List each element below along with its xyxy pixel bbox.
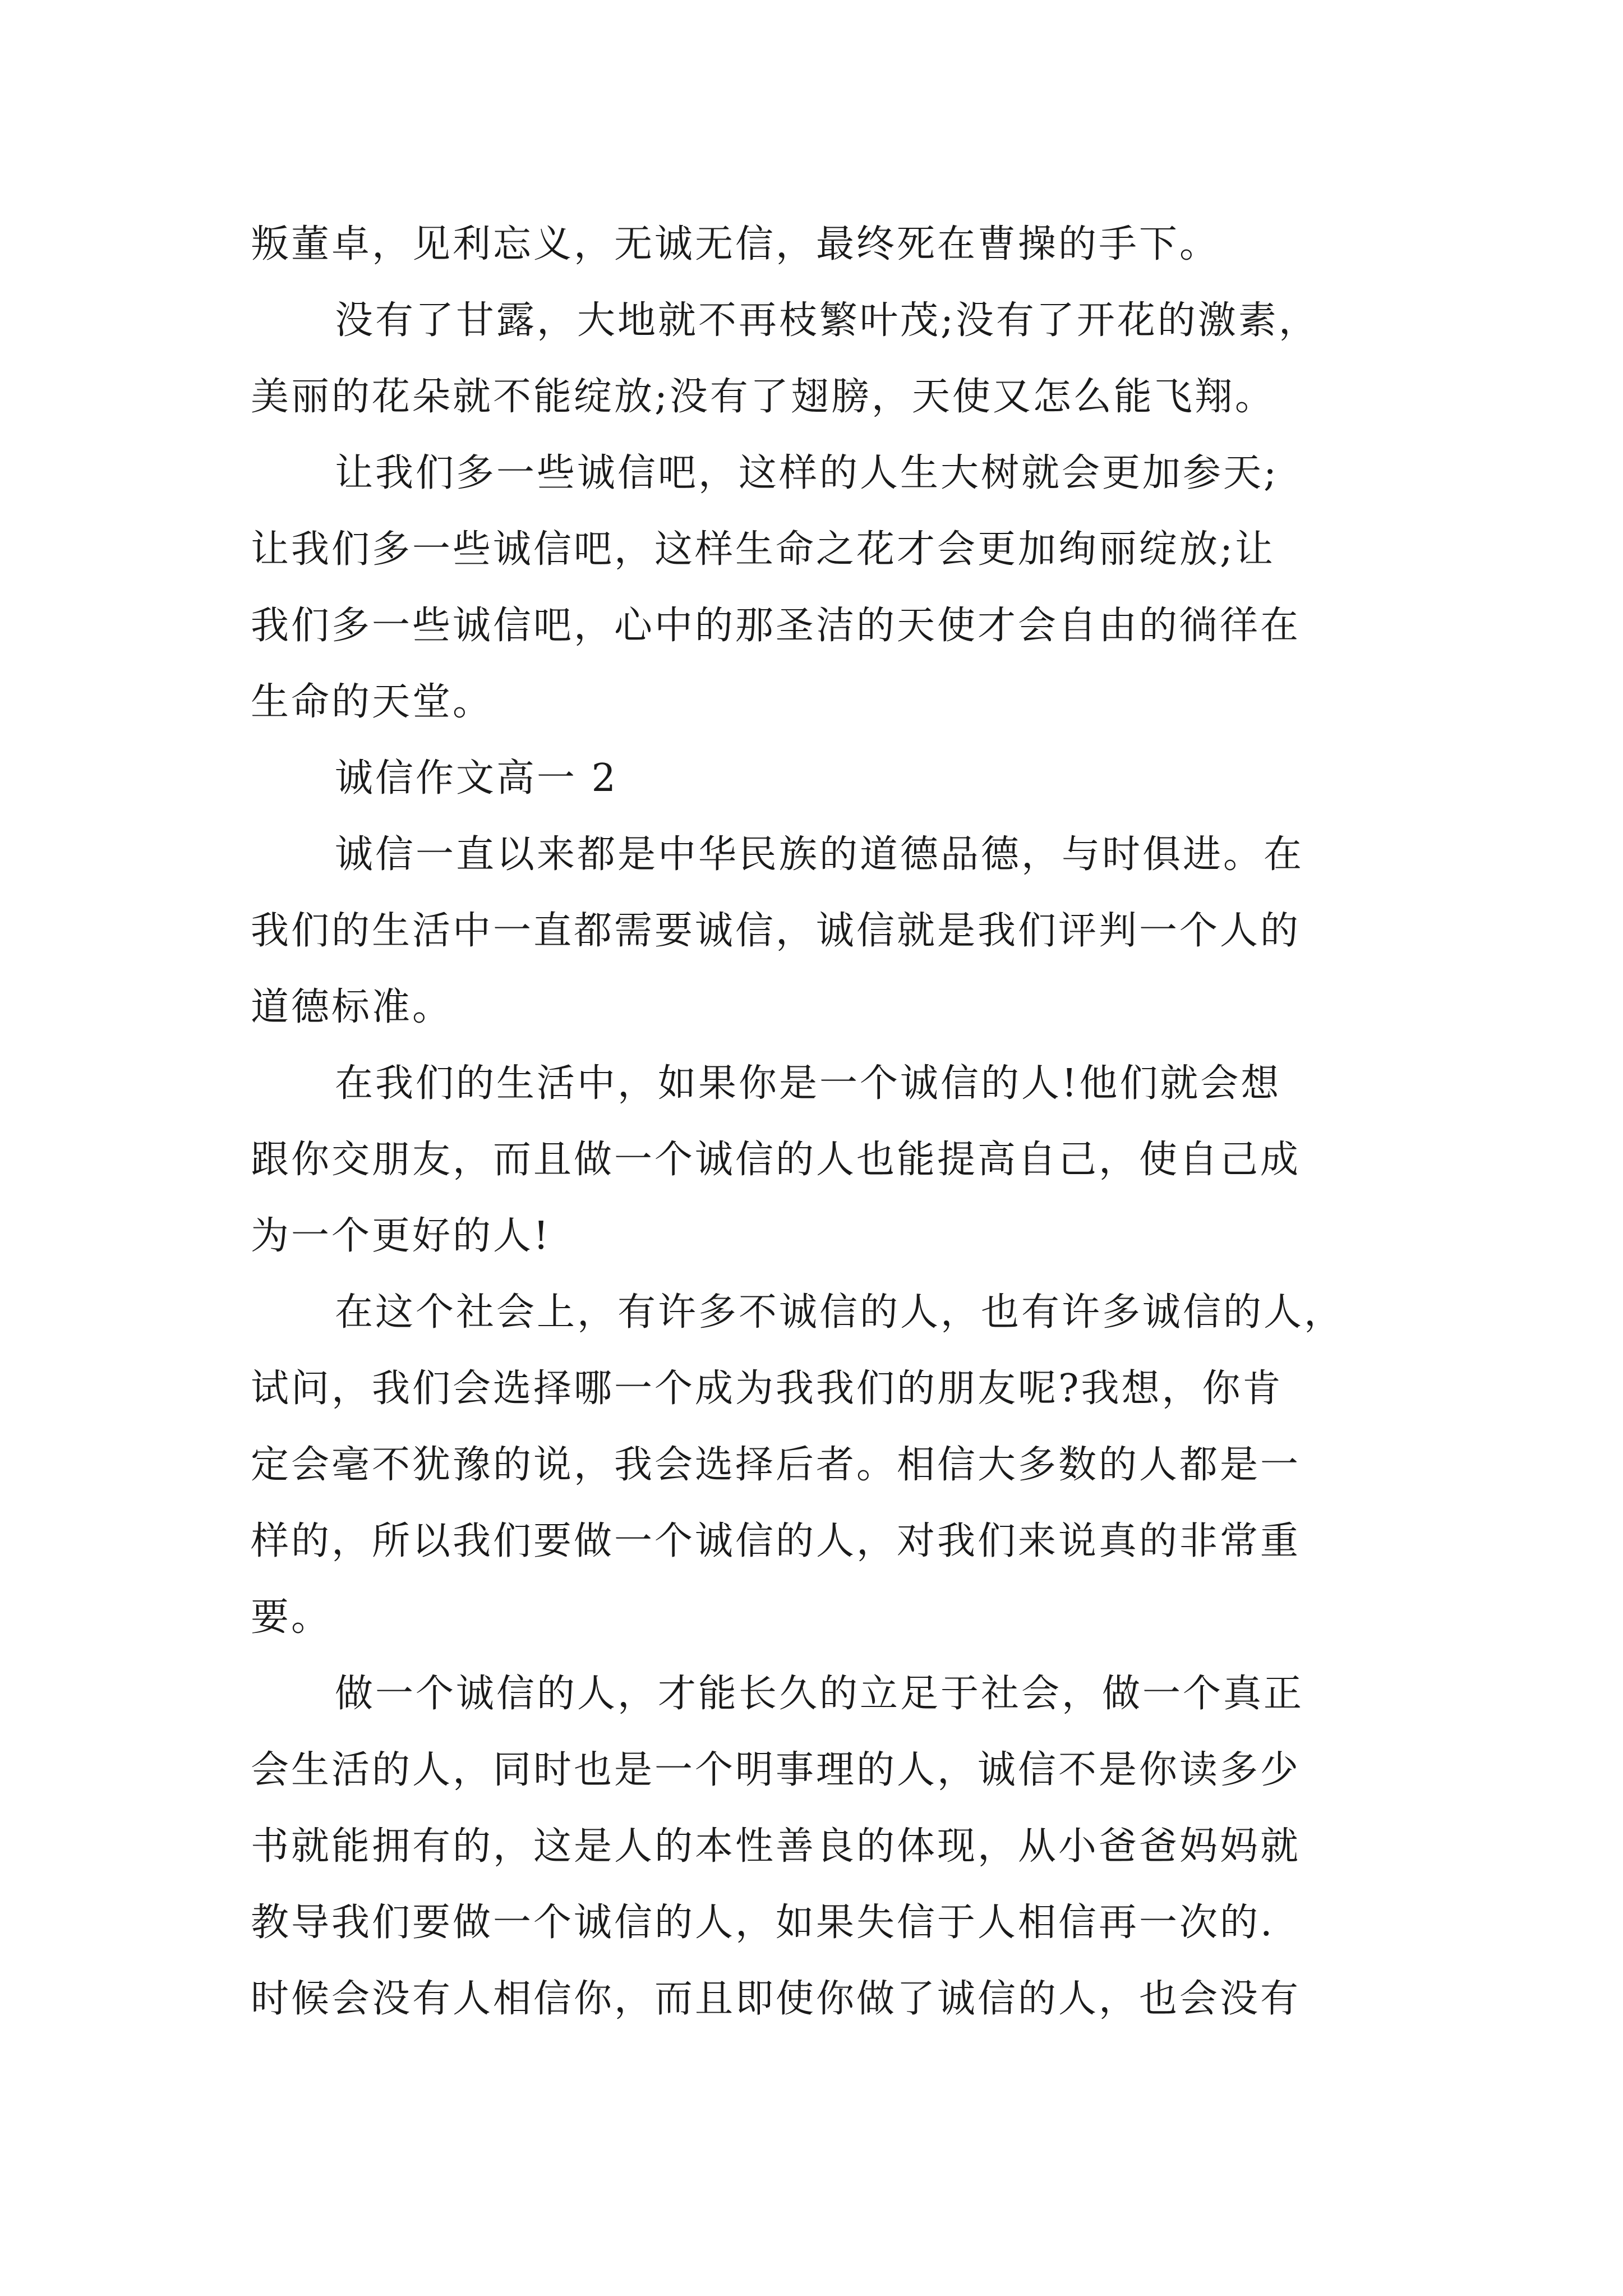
paragraph — [251, 1046, 1395, 1274]
paragraph — [251, 206, 1395, 283]
text-line: 时候会没有人相信你，而且即使你做了诚信的人，也会没有 — [251, 1977, 1301, 2021]
paragraph — [251, 1656, 1395, 2037]
text-line: 跟你交朋友，而且做一个诚信的人也能提高自己，使自己成 — [251, 1138, 1301, 1182]
text-line: 样的，所以我们要做一个诚信的人，对我们来说真的非常重 — [251, 1519, 1301, 1563]
text-line: 在我们的生活中，如果你是一个诚信的人!他们就会想 — [335, 1061, 1281, 1106]
paragraph — [251, 435, 1395, 740]
text-line: 诚信作文高一 2 — [335, 756, 618, 800]
document-body — [251, 206, 1395, 2037]
text-line: 做一个诚信的人，才能长久的立足于社会，做一个真正 — [335, 1672, 1304, 1716]
text-line: 在这个社会上，有许多不诚信的人，也有许多诚信的人， — [335, 1290, 1345, 1335]
text-line: 试问，我们会选择哪一个成为我我们的朋友呢?我想，你肯 — [251, 1366, 1283, 1411]
text-line: 定会毫不犹豫的说，我会选择后者。相信大多数的人都是一 — [251, 1443, 1301, 1487]
text-line: 道德标准。 — [251, 985, 453, 1029]
text-line: 会生活的人，同时也是一个明事理的人，诚信不是你读多少 — [251, 1748, 1301, 1792]
paragraph — [251, 817, 1395, 1046]
text-line: 诚信一直以来都是中华民族的道德品德，与时俱进。在 — [335, 832, 1304, 877]
text-line: 教导我们要做一个诚信的人，如果失信于人相信再一次的. — [251, 1901, 1275, 1945]
text-line: 美丽的花朵就不能绽放;没有了翅膀，天使又怎么能飞翔。 — [251, 375, 1275, 419]
text-line: 我们多一些诚信吧，心中的那圣洁的天使才会自由的徜徉在 — [251, 604, 1301, 648]
paragraph — [251, 283, 1395, 435]
text-line: 要。 — [251, 1595, 332, 1640]
text-line: 为一个更好的人! — [251, 1214, 551, 1258]
text-line: 叛董卓，见利忘义，无诚无信，最终死在曹操的手下。 — [251, 222, 1220, 266]
text-line: 让我们多一些诚信吧，这样的人生大树就会更加参天; — [335, 451, 1279, 495]
text-line: 让我们多一些诚信吧，这样生命之花才会更加绚丽绽放;让 — [251, 527, 1275, 572]
text-line: 没有了甘露，大地就不再枝繁叶茂;没有了开花的激素， — [335, 298, 1319, 343]
text-line: 生命的天堂。 — [251, 680, 494, 724]
paragraph — [251, 1274, 1395, 1656]
section-heading — [251, 740, 1395, 817]
text-line: 我们的生活中一直都需要诚信，诚信就是我们评判一个人的 — [251, 909, 1301, 953]
text-line: 书就能拥有的，这是人的本性善良的体现，从小爸爸妈妈就 — [251, 1824, 1301, 1869]
